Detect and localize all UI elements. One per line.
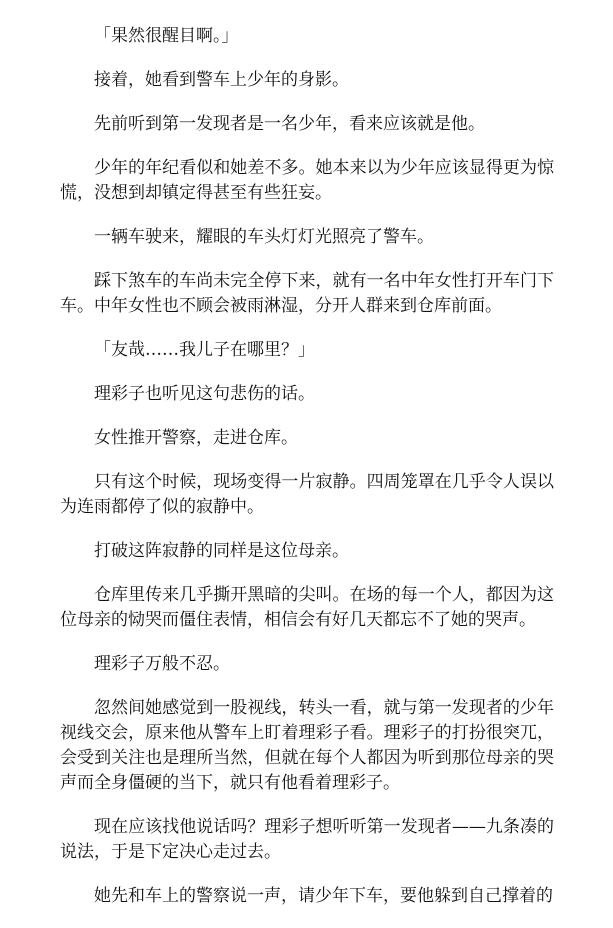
paragraph: 现在应该找他说话吗？理彩子想听听第一发现者——九条凑的说法，于是下定决心走过去。 xyxy=(60,817,554,862)
paragraph: 接着，她看到警车上少年的身影。 xyxy=(94,70,349,90)
paragraph: 「果然很醒目啊。」 xyxy=(94,26,239,46)
paragraph: 女性推开警察，走进仓库。 xyxy=(94,428,298,448)
paragraph: 她先和车上的警察说一声，请少年下车，要他躲到自己撑着的 xyxy=(94,886,553,906)
paragraph: 一辆车驶来，耀眼的车头灯灯光照亮了警车。 xyxy=(94,227,434,247)
paragraph: 仓库里传来几乎撕开黑暗的尖叫。在场的每一个人，都因为这位母亲的恸哭而僵住表情，相信会有好几天都忘不了她的哭声。 xyxy=(60,585,554,630)
paragraph: 打破这阵寂静的同样是这位母亲。 xyxy=(94,541,349,561)
paragraph: 少年的年纪看似和她差不多。她本来以为少年应该显得更为惊慌，没想到却镇定得甚至有些狂妄。 xyxy=(60,158,554,203)
paragraph: 「友哉……我儿子在哪里？」 xyxy=(94,340,315,360)
paragraph: 只有这个时候，现场变得一片寂静。四周笼罩在几乎令人误以为连雨都停了似的寂静中。 xyxy=(60,472,554,517)
paragraph: 忽然间她感觉到一股视线，转头一看，就与第一发现者的少年视线交会，原来他从警车上盯着理彩子看。理彩子的打扮很突兀，会受到关注也是理所当然，但就在每个人都因为听到那位母亲的哭声而全身僵硬的当下，就只有他看着理彩子。 xyxy=(60,698,554,793)
paragraph: 理彩子万般不忍。 xyxy=(94,654,230,674)
paragraph: 理彩子也听见这句悲伤的话。 xyxy=(94,384,315,404)
paragraph: 先前听到第一发现者是一名少年，看来应该就是他。 xyxy=(94,114,485,134)
document-page xyxy=(60,24,554,928)
paragraph: 踩下煞车的车尚未完全停下来，就有一名中年女性打开车门下车。中年女性也不顾会被雨淋湿，分开人群来到仓库前面。 xyxy=(60,271,554,316)
